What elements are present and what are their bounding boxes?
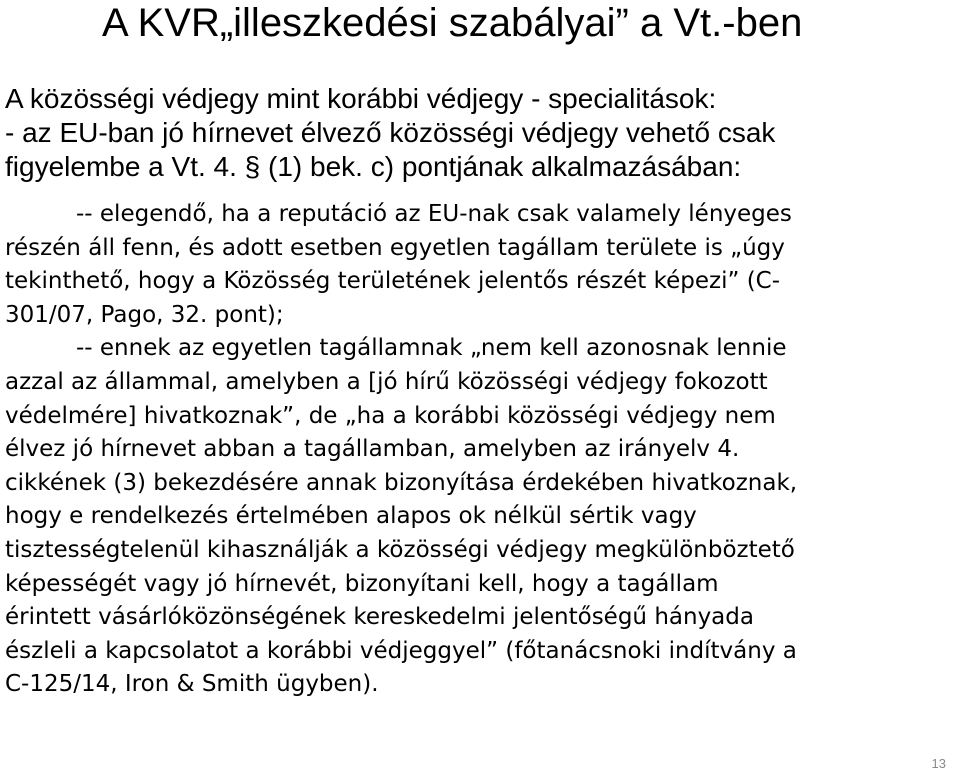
paragraph1-line: -- elegendő, ha a reputáció az EU-nak csak valamely lényeges [76,201,792,227]
paragraph2-line: C-125/14, Iron & Smith ügyben). [5,671,379,698]
paragraph2-line: cikkének (3) bekezdésére annak bizonyítása érdekében hivatkoznak, [5,469,798,496]
intro-line: A közösségi védjegy mint korábbi védjegy - specialitások: [5,83,717,114]
paragraph1-line: 301/07, Pago, 32. pont); [5,301,284,328]
slide-title: A KVR„illeszkedési szabályai” a Vt.-ben [102,1,803,45]
paragraph2-line: hogy e rendelkezés értelmében alapos ok nélkül sértik vagy [5,503,697,530]
paragraph1-line: részén áll fenn, és adott esetben egyetlen tagállam területe is „úgy [5,234,785,261]
intro-block [5,82,945,184]
body-text [5,198,955,702]
paragraph2-line: észleli a kapcsolatot a korábbi védjeggyel” (főtanácsnoki indítvány a [5,637,797,664]
paragraph2-line: azzal az állammal, amelyben a [jó hírű közösségi védjegy fokozott [5,368,768,395]
paragraph2-line: tisztességtelenül kihasználják a közösségi védjegy megkülönböztető [5,536,795,563]
paragraph2-line: élvez jó hírnevet abban a tagállamban, amelyben az irányelv 4. [5,436,740,463]
paragraph2-line: -- ennek az egyetlen tagállamnak „nem kell azonosnak lennie [76,335,787,362]
intro-line: - az EU-ban jó hírnevet élvező közösségi védjegy vehető csak [5,117,776,148]
paragraph2-line: védelmére] hivatkoznak”, de „ha a korábbi közösségi védjegy nem [5,402,776,429]
paragraph2-line: képességét vagy jó hírnevét, bizonyítani kell, hogy a tagállam [5,570,719,597]
page-number: 13 [931,756,946,771]
paragraph2-line: érintett vásárlóközönségének kereskedelmi jelentőségű hányada [5,604,754,631]
paragraph1-line: tekinthető, hogy a Közösség területének jelentős részét képezi” (C- [5,268,781,295]
intro-line: figyelembe a Vt. 4. § (1) bek. c) pontjának alkalmazásában: [5,151,742,182]
